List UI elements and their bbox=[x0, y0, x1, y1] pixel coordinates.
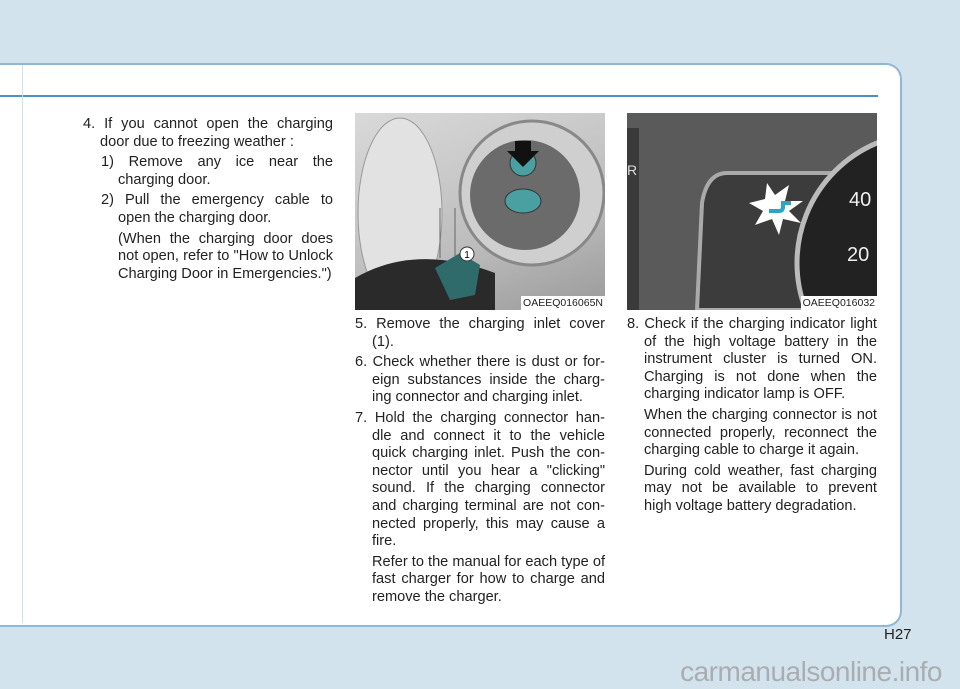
callout-1: 1 bbox=[464, 250, 470, 261]
figure-charging-inlet bbox=[355, 113, 605, 310]
step-8-note-2: During cold weather, fast charging may not be available to prevent high voltage battery degradation. bbox=[644, 462, 877, 514]
gauge-label-40: 40 bbox=[849, 189, 872, 211]
step-5: 5. Remove the charging inlet cover (1). bbox=[355, 316, 605, 350]
step-7: 7. Hold the charging connector han- dle and connect it to the vehicle quick charging inlet. Push the con- nector until you hear a "clicking" sound. If the charging connector and charging terminal are not con- nected properly, this may cause a fire. bbox=[355, 409, 605, 550]
figure-caption: OAEEQ016065N bbox=[523, 297, 603, 309]
step-8-note-1: When the charging connector is not connected properly, reconnect the charging cable to charge it again. bbox=[644, 406, 877, 459]
watermark: carmanualsonline.info bbox=[680, 656, 942, 687]
column-1 bbox=[83, 116, 333, 286]
page-number: H27 bbox=[884, 626, 912, 643]
step-4-note: (When the charging door does not open, refer to "How to Unlock Charging Door in Emergencies.") bbox=[118, 230, 333, 282]
step-8: 8. Check if the charging indicator light of the high voltage battery in the instrument cluster is turned ON. Charging is not done when the charging indicator lamp is OFF. bbox=[627, 316, 877, 403]
substep-2: 2) Pull the emergency cable to open the charging door. bbox=[101, 192, 333, 226]
instrument-cluster-illustration bbox=[627, 113, 877, 310]
figure-charging-indicator bbox=[627, 113, 877, 310]
column-3 bbox=[627, 316, 877, 519]
gear-letter: R bbox=[627, 162, 638, 178]
step-4: 4. If you cannot open the charging door due to freezing weather : bbox=[83, 116, 333, 150]
substep-1: 1) Remove any ice near the charging door. bbox=[101, 154, 333, 188]
column-2 bbox=[355, 316, 605, 610]
figure-caption: OAEEQ016032 bbox=[802, 297, 875, 309]
step-7-note: Refer to the manual for each type of fast charger for how to charge and remove the charger. bbox=[372, 553, 605, 605]
charging-inlet-illustration bbox=[355, 113, 605, 310]
margin-rule bbox=[22, 65, 23, 623]
header-rule bbox=[0, 95, 878, 97]
step-6: 6. Check whether there is dust or for- eign substances inside the charg- ing connector and charging inlet. bbox=[355, 354, 605, 406]
gauge-label-20: 20 bbox=[847, 244, 870, 266]
